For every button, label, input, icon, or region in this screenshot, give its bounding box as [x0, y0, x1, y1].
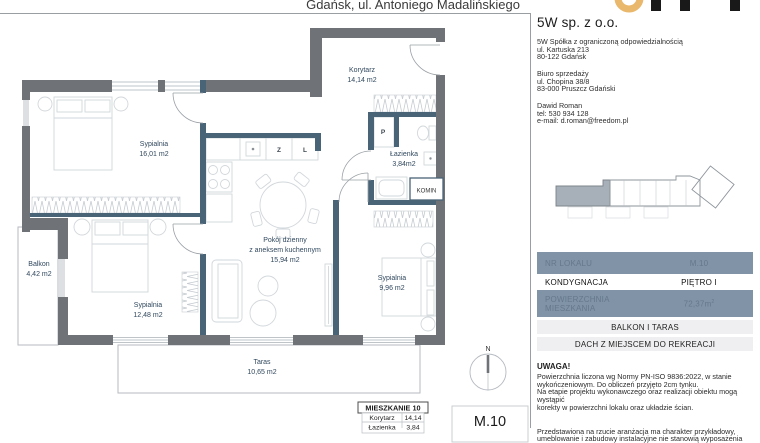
- washer-marker: P: [380, 129, 386, 136]
- entrance-door: [410, 45, 440, 75]
- legend-table: [358, 402, 428, 433]
- stove: [206, 162, 232, 192]
- chimney-label: KOMIN: [416, 188, 437, 195]
- room-label: Łazienka: [389, 151, 419, 158]
- building-tower: [692, 166, 734, 208]
- info-label: NR LOKALU: [545, 258, 593, 268]
- info-row-powierzchnia: [537, 290, 753, 317]
- info-value: M.10: [689, 258, 709, 268]
- tv-unit: [325, 264, 332, 326]
- room-area: 12,48 m2: [133, 312, 163, 319]
- dining-table: [250, 172, 319, 238]
- room-label: Taras: [253, 359, 271, 366]
- coffee-table: [258, 276, 278, 296]
- info-label: POWIERZCHNIA MIESZKANIA: [545, 294, 610, 313]
- highlighted-unit: [556, 180, 610, 206]
- balcony-outline: [18, 227, 58, 345]
- panel-divider: [530, 13, 531, 428]
- dishwasher-marker: Z: [277, 147, 281, 154]
- fridge-marker: L: [303, 147, 307, 154]
- room-area: 10,65 m2: [247, 369, 277, 376]
- key-plan-balconies: [568, 207, 668, 218]
- north-label: N: [485, 346, 491, 353]
- room-area: 4,42 m2: [26, 271, 52, 278]
- contact-info: Dawid Roman tel: 530 934 128 e-mail: d.roman@freedom.pl: [537, 101, 629, 126]
- room-label: Pokój dzienny: [263, 237, 307, 244]
- page-title: Gdańsk, ul. Antoniego Madalińskiego: [306, 0, 520, 12]
- feature-balkon-taras: BALKON I TARAS: [537, 320, 753, 334]
- building-outline: [610, 176, 700, 206]
- unit-badge-label: M.10: [473, 414, 507, 430]
- legend-area: 3,84: [406, 424, 420, 432]
- info-row-kondygnacja: [537, 275, 753, 289]
- sales-office-address: Biuro sprzedaży ul. Chopina 38/8 83-000 Pruszcz Gdański: [537, 69, 616, 94]
- logo-gold-swoosh-icon: [618, 0, 640, 9]
- room-label: z aneksem kuchennym: [249, 247, 321, 254]
- feature-dach: DACH Z MIEJSCEM DO REKREACJI: [537, 337, 753, 351]
- room-area: 3,84m2: [392, 161, 416, 168]
- room-label: Sypialnia: [377, 275, 407, 282]
- info-label: KONDYGNACJA: [545, 277, 609, 287]
- bed-sypialnia-12: [74, 219, 166, 292]
- room-label: Sypialnia: [139, 141, 169, 148]
- room-area: 16,01 m2: [139, 151, 169, 158]
- legend-title: MIESZKANIE 10: [365, 403, 421, 413]
- door-sypialnia-10: [339, 173, 368, 202]
- room-label: Balkon: [28, 261, 50, 268]
- building-key-plan: [548, 166, 753, 246]
- legend-area: 14,14: [404, 415, 422, 422]
- room-area: 15,94 m2: [270, 257, 300, 264]
- exterior-walls: [22, 28, 445, 345]
- wardrobe-hatch: [182, 272, 198, 312]
- kitchen-cabinet: [206, 194, 232, 222]
- room-labels: [26, 67, 418, 376]
- door-sypialnia-12: [173, 224, 203, 254]
- room-label: Korytarz: [348, 67, 376, 74]
- legend-room: Korytarz: [369, 415, 395, 422]
- legend-room: Łazienka: [368, 424, 396, 432]
- compass: [470, 346, 506, 390]
- logo-bar-icon: [730, 0, 740, 11]
- room-area: 9,96 m2: [379, 285, 405, 292]
- notes-block: UWAGA! Powierzchnia liczona wg Normy PN-ISO 9836:2022, w stanie wykończeniowym. Do obliczeń przyjęto 2cm tynku. Na etapie projektu wykonawczego oraz realizacji obiektu mogą wystąpić korekty w powierzchni lokalu oraz układzie ścian. Przedstawiona na rzucie aranżacja ma charakter przykładowy, umeblowanie i zabudowy instalacyjne nie stanowią wyposażenia: [537, 362, 759, 443]
- room-label: Sypialnia: [133, 302, 163, 309]
- sofa: [212, 260, 242, 322]
- info-value: $72,37m^2$: [683, 298, 715, 309]
- kitchen-counter: [206, 138, 318, 160]
- logo-bar-icon: [651, 0, 661, 11]
- unit-badge: [452, 406, 528, 442]
- bed-sypialnia-16: [38, 97, 128, 170]
- room-area: 14,14 m2: [347, 77, 377, 84]
- bathroom-sink: [424, 152, 437, 165]
- logo-bar-icon: [680, 0, 690, 11]
- toilet: [418, 126, 437, 140]
- coffee-table: [250, 300, 276, 326]
- info-row-nr-lokalu: [537, 252, 753, 274]
- company-legal-address: 5W Spółka z ograniczoną odpowiedzialnością ul. Kartuska 213 80-122 Gdańsk: [537, 37, 683, 62]
- info-value: PIĘTRO I: [681, 277, 717, 287]
- brand-logo: [618, 0, 760, 15]
- floor-plan: [0, 14, 530, 432]
- company-name: 5W sp. z o.o.: [537, 15, 619, 30]
- notes-heading: UWAGA!: [537, 362, 571, 371]
- shower: [376, 177, 407, 199]
- door-sypialnia-16: [173, 93, 203, 123]
